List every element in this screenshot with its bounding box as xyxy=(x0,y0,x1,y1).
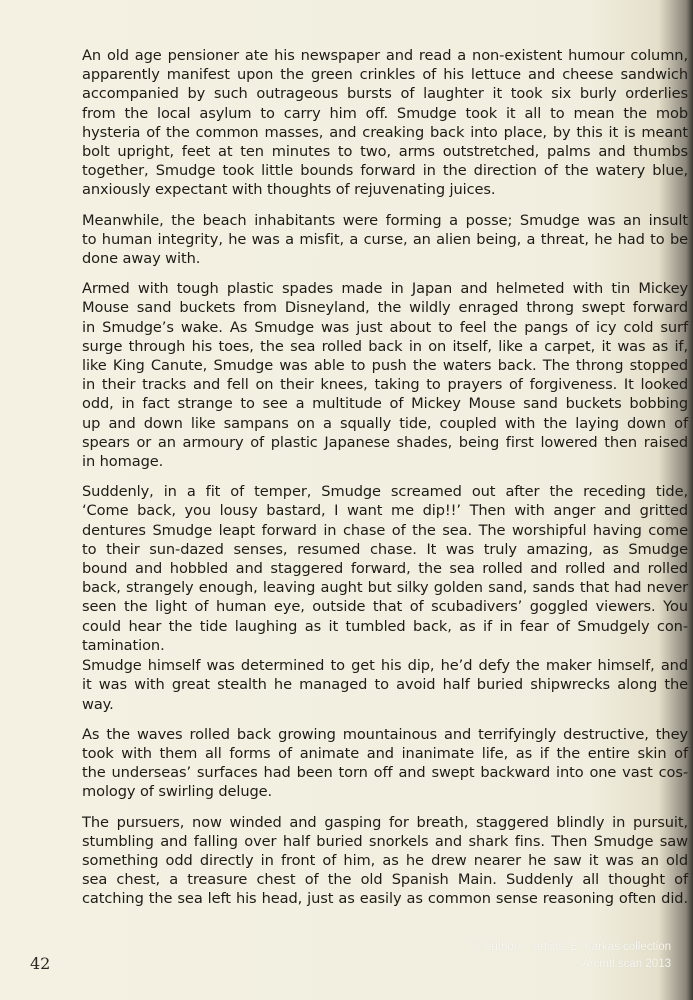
paragraph xyxy=(82,725,688,802)
text-line: in their tracks and fell on their knees, taking to prayers of forgiveness. It looked xyxy=(82,376,688,394)
text-line: anxiously expectant with thoughts of rejuvenating juices. xyxy=(82,181,496,199)
text-line: the underseas’ surfaces had been torn off and swept backward into one vast cos- xyxy=(82,764,688,782)
text-line: The pursuers, now winded and gasping for breath, staggered blindly in pursuit, xyxy=(82,813,688,831)
text-line: done away with. xyxy=(82,250,201,268)
text-line: Mouse sand buckets from Disneyland, the wildly enraged throng swept forward xyxy=(82,299,688,317)
paragraph xyxy=(82,279,688,471)
text-line: bound and hobbled and staggered forward, the sea rolled and rolled and rolled xyxy=(82,560,688,578)
text-line: spears or an armoury of plastic Japanese shades, being first lowered then raised xyxy=(82,433,688,451)
text-line: Smudge himself was determined to get his dip, he’d defy the maker himself, and xyxy=(82,657,688,675)
text-line: tamination. xyxy=(82,636,165,654)
paragraph xyxy=(82,482,688,655)
paragraph xyxy=(82,211,688,269)
text-line: dentures Smudge leapt forward in chase of the sea. The worshipful having come xyxy=(82,521,688,539)
text-line: accompanied by such outrageous bursts of laughter it took six burly orderlies xyxy=(82,85,688,103)
text-line: to human integrity, he was a misfit, a curse, an alien being, a threat, he had to be xyxy=(82,230,688,248)
text-line: Armed with tough plastic spades made in Japan and helmeted with tin Mickey xyxy=(82,280,688,298)
text-line: As the waves rolled back growing mountainous and terrifyingly destructive, they xyxy=(82,725,688,743)
text-line: An old age pensioner ate his newspaper and read a non-existent humour column, xyxy=(82,47,688,64)
scan-watermark xyxy=(473,939,671,973)
text-line: ‘Come back, you lousy bastard, I want me dip!!’ Then with anger and gritted xyxy=(82,502,688,520)
text-line: seen the light of human eye, outside that of scubadivers’ goggled viewers. You xyxy=(82,598,688,616)
watermark-line: © authors - artists, E. Farkas collection xyxy=(473,941,671,953)
body-text xyxy=(82,46,688,920)
text-line: apparently manifest upon the green crinkles of his lettuce and cheese sandwich xyxy=(82,66,688,84)
page-number: 42 xyxy=(30,954,51,973)
text-line: sea chest, a treasure chest of the old Spanish Main. Suddenly all thought of xyxy=(82,871,688,889)
text-line: back, strangely enough, leaving aught but silky golden sand, sands that had never xyxy=(82,579,688,597)
watermark-line: Arcmtl scan 2013 xyxy=(582,958,671,970)
text-line: together, Smudge took little bounds forward in the direction of the watery blue, xyxy=(82,162,688,180)
text-line: way. xyxy=(82,695,114,713)
text-line: Suddenly, in a fit of temper, Smudge screamed out after the receding tide, xyxy=(82,483,688,501)
text-line: something odd directly in front of him, as he drew nearer he saw it was an old xyxy=(82,851,688,869)
text-line: Meanwhile, the beach inhabitants were forming a posse; Smudge was an insult xyxy=(82,211,688,229)
paragraph xyxy=(82,813,688,909)
text-line: catching the sea left his head, just as easily as common sense reasoning often did. xyxy=(82,890,688,908)
text-line: to their sun-dazed senses, resumed chase. It was truly amazing, as Smudge xyxy=(82,540,688,558)
text-line: from the local asylum to carry him off. Smudge took it all to mean the mob xyxy=(82,104,688,122)
text-line: like King Canute, Smudge was able to push the waters back. The throng stopped xyxy=(82,357,688,375)
paragraph xyxy=(82,656,688,714)
text-line: in Smudge’s wake. As Smudge was just about to feel the pangs of icy cold surf xyxy=(82,318,688,336)
paragraph xyxy=(82,46,688,200)
text-line: hysteria of the common masses, and creaking back into place, by this it is meant xyxy=(82,123,688,141)
text-line: bolt upright, feet at ten minutes to two, arms outstretched, palms and thumbs xyxy=(82,143,688,161)
text-line: in homage. xyxy=(82,453,164,471)
text-line: it was with great stealth he managed to avoid half buried shipwrecks along the xyxy=(82,676,688,694)
text-line: could hear the tide laughing as it tumbled back, as if in fear of Smudgely con- xyxy=(82,617,688,635)
text-line: odd, in fact strange to see a multitude of Mickey Mouse sand buckets bobbing xyxy=(82,395,688,413)
text-line: surge through his toes, the sea rolled back in on itself, like a carpet, it was as if, xyxy=(82,337,688,355)
text-line: took with them all forms of animate and inanimate life, as if the entire skin of xyxy=(82,744,688,762)
text-line: mology of swirling deluge. xyxy=(82,783,273,801)
text-line: up and down like sampans on a squally tide, coupled with the laying down of xyxy=(82,414,688,432)
text-line: stumbling and falling over half buried snorkels and shark fins. Then Smudge saw xyxy=(82,832,688,850)
